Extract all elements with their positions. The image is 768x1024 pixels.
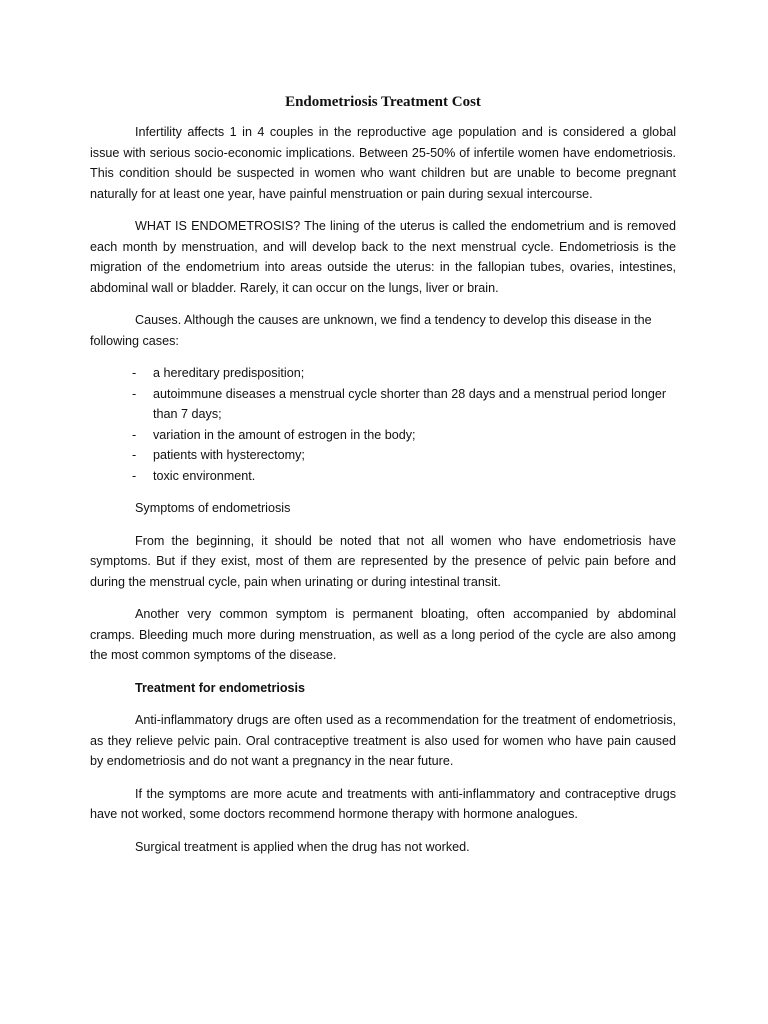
treatment-paragraph-3: Surgical treatment is applied when the drug has not worked. bbox=[135, 839, 470, 854]
treatment-heading: Treatment for endometriosis bbox=[135, 680, 306, 695]
intro-paragraph: Infertility affects 1 in 4 couples in the reproductive age population and is considered a global issue with serious socio-economic implications. Between 25-50% of infertile women have endometriosis. This condition should be suspected in women who want children but are unable to become pregnant naturally for at least one year, have painful menstruation or pain during sexual intercourse. bbox=[90, 125, 676, 201]
document-title: Endometriosis Treatment Cost bbox=[285, 94, 481, 110]
list-item: - patients with hysterectomy; bbox=[132, 445, 676, 466]
list-item: - autoimmune diseases a menstrual cycle shorter than 28 days and a menstrual period longer than 7 days; bbox=[132, 384, 676, 425]
symptoms-paragraph-1: From the beginning, it should be noted that not all women who have endometriosis have symptoms. But if they exist, most of them are represented by the presence of pelvic pain before and during the menstrual cycle, pain when urinating or during intestinal transit. bbox=[90, 533, 676, 589]
treatment-paragraph-1: Anti-inflammatory drugs are often used as a recommendation for the treatment of endometriosis, as they relieve pelvic pain. Oral contraceptive treatment is also used for women who have pain caused by endometriosis and do not want a pregnancy in the near future. bbox=[90, 713, 676, 768]
symptoms-heading: Symptoms of endometriosis bbox=[135, 501, 291, 515]
treatment-paragraph-2: If the symptoms are more acute and treatments with anti-inflammatory and contraceptive drugs have not worked, some doctors recommend hormone therapy with hormone analogues. bbox=[90, 786, 676, 821]
list-item: - variation in the amount of estrogen in the body; bbox=[132, 425, 676, 446]
causes-paragraph: Causes. Although the causes are unknown, we find a tendency to develop this disease in the following cases: bbox=[90, 313, 652, 348]
list-item: - a hereditary predisposition; bbox=[132, 363, 676, 384]
list-item: - toxic environment. bbox=[132, 466, 676, 487]
symptoms-paragraph-2: Another very common symptom is permanent bloating, often accompanied by abdominal cramps. Bleeding much more during menstruation, as well as a long period of the cycle are also among the most common symptoms of the disease. bbox=[90, 607, 676, 662]
what-is-paragraph: WHAT IS ENDOMETROSIS? The lining of the uterus is called the endometrium and is removed each month by menstruation, and will develop back to the next menstrual cycle. Endometriosis is the migration of the endometrium into areas outside the uterus: in the fallopian tubes, ovaries, intestines, abdominal wall or bladder. Rarely, it can occur on the lungs, liver or brain. bbox=[90, 219, 676, 295]
causes-list bbox=[90, 363, 676, 486]
